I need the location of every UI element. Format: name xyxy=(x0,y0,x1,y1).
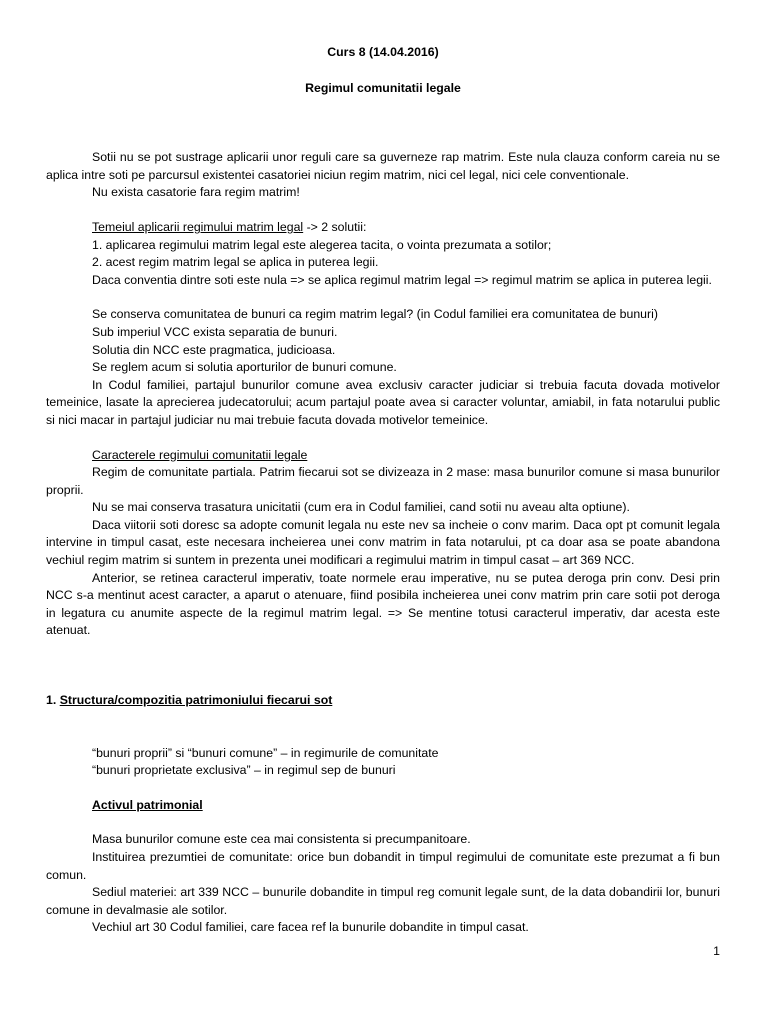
activ-line-1: Masa bunurilor comune este cea mai consistenta si precumpanitoare. xyxy=(92,832,471,847)
temei-conclusion: Daca conventia dintre soti este nula => se aplica regimul matrim legal => regimul matrim se aplica in puterea legii. xyxy=(92,272,712,287)
page-number: 1 xyxy=(713,944,720,958)
intro-paragraph: Sotii nu se pot sustrage aplicarii unor reguli care sa guverneze rap matrim. Este nula clauza conform careia nu se aplica intre soti pe parcursul existentei casatoriei niciun regim matrim, nici cel legal, nici cele conventionale. xyxy=(46,150,720,182)
caractere-heading: Caracterele regimului comunitatii legale xyxy=(92,447,308,462)
temei-heading: Temeiul aplicarii regimului matrim legal xyxy=(92,219,304,234)
temei-heading-suffix: -> 2 solutii: xyxy=(303,219,367,234)
activ-heading-line xyxy=(46,797,720,815)
temei-solution-1: 1. aplicarea regimului matrim legal este alegerea tacita, o vointa prezumata a sotilor; xyxy=(92,237,552,252)
section-1-heading: Structura/compozitia patrimoniului fiecarui sot xyxy=(59,693,333,708)
conserva-question: Se conserva comunitatea de bunuri ca regim matrim legal? (in Codul familiei era comunitatea de bunuri) xyxy=(92,307,658,322)
conserva-paragraph: In Codul familiei, partajul bunurilor comune avea exclusiv caracter judiciar si trebuia facuta dovada motivelor temeinice, lasate la aprecierea judecatorului; acum partajul poate avea si caracter voluntar, amiabil, in fata notarului public si nici macar in partajul judiciar nu mai trebuie facuta dovada motivelor temeinice. xyxy=(46,377,720,427)
course-title: Curs 8 (14.04.2016) xyxy=(327,45,439,59)
activ-line-4: Vechiul art 30 Codul familiei, care facea ref la bunurile dobandite in timpul casat. xyxy=(92,920,529,935)
caractere-paragraph-2: Nu se mai conserva trasatura unicitatii (cum era in Codul familiei, cand sotii nu aveau alta optiune). xyxy=(92,500,630,515)
activ-paragraph-3: Sediul materiei: art 339 NCC – bunurile dobandite in timpul reg comunit legale sunt, de la data dobandirii lor, bunuri comune in devalmasie ale sotilor. xyxy=(46,885,720,917)
intro-note: Nu exista casatorie fara regim matrim! xyxy=(92,185,300,200)
caractere-paragraph-4: Anterior, se retinea caracterul imperativ, toate normele erau imperative, nu se putea deroga prin conv. Desi prin NCC s-a mentinut acest caracter, a aparut o atenuare, fiind posibila incheierea unei conv matrim prin care sotii pot deroga in legatura cu anumite aspecte de la regimul matrim legal. => Se mentine totusi caracterul imperativ, dar acesta este atenuat. xyxy=(46,570,720,638)
section-1-line-2: “bunuri proprietate exclusiva” – in regimul sep de bunuri xyxy=(92,763,396,778)
activ-heading: Activul patrimonial xyxy=(92,797,203,812)
conserva-line-3: Se reglem acum si solutia aporturilor de bunuri comune. xyxy=(92,360,397,375)
temei-solution-2: 2. acest regim matrim legal se aplica in puterea legii. xyxy=(92,255,379,270)
caractere-paragraph-1: Regim de comunitate partiala. Patrim fiecarui sot se divizeaza in 2 mase: masa bunurilor comune si masa bunurilor proprii. xyxy=(46,465,720,497)
caractere-heading-line xyxy=(46,447,720,465)
section-1-line-1: “bunuri proprii” si “bunuri comune” – in regimurile de comunitate xyxy=(92,745,439,760)
section-1-heading-line xyxy=(46,692,720,710)
lecture-title: Regimul comunitatii legale xyxy=(305,80,461,95)
temei-heading-line xyxy=(46,219,720,237)
section-1-number: 1. xyxy=(46,693,60,708)
caractere-paragraph-3: Daca viitorii soti doresc sa adopte comunit legala nu este nev sa incheie o conv marim. Daca opt pt comunit legala intervine in timpul casat, este necesara incheierea unei conv matrim in fata notarului, pt ca doar asa se poate abandona vechiul regim matrim si suntem in prezenta unei modificari a regimului matrim in timpul casat – art 369 NCC. xyxy=(46,517,720,568)
conserva-line-2: Solutia din NCC este pragmatica, judicioasa. xyxy=(92,342,336,357)
activ-paragraph-2: Instituirea prezumtiei de comunitate: orice bun dobandit in timpul regimului de comunitate este prezumat a fi bun comun. xyxy=(46,850,720,882)
conserva-line-1: Sub imperiul VCC exista separatia de bunuri. xyxy=(92,324,338,339)
